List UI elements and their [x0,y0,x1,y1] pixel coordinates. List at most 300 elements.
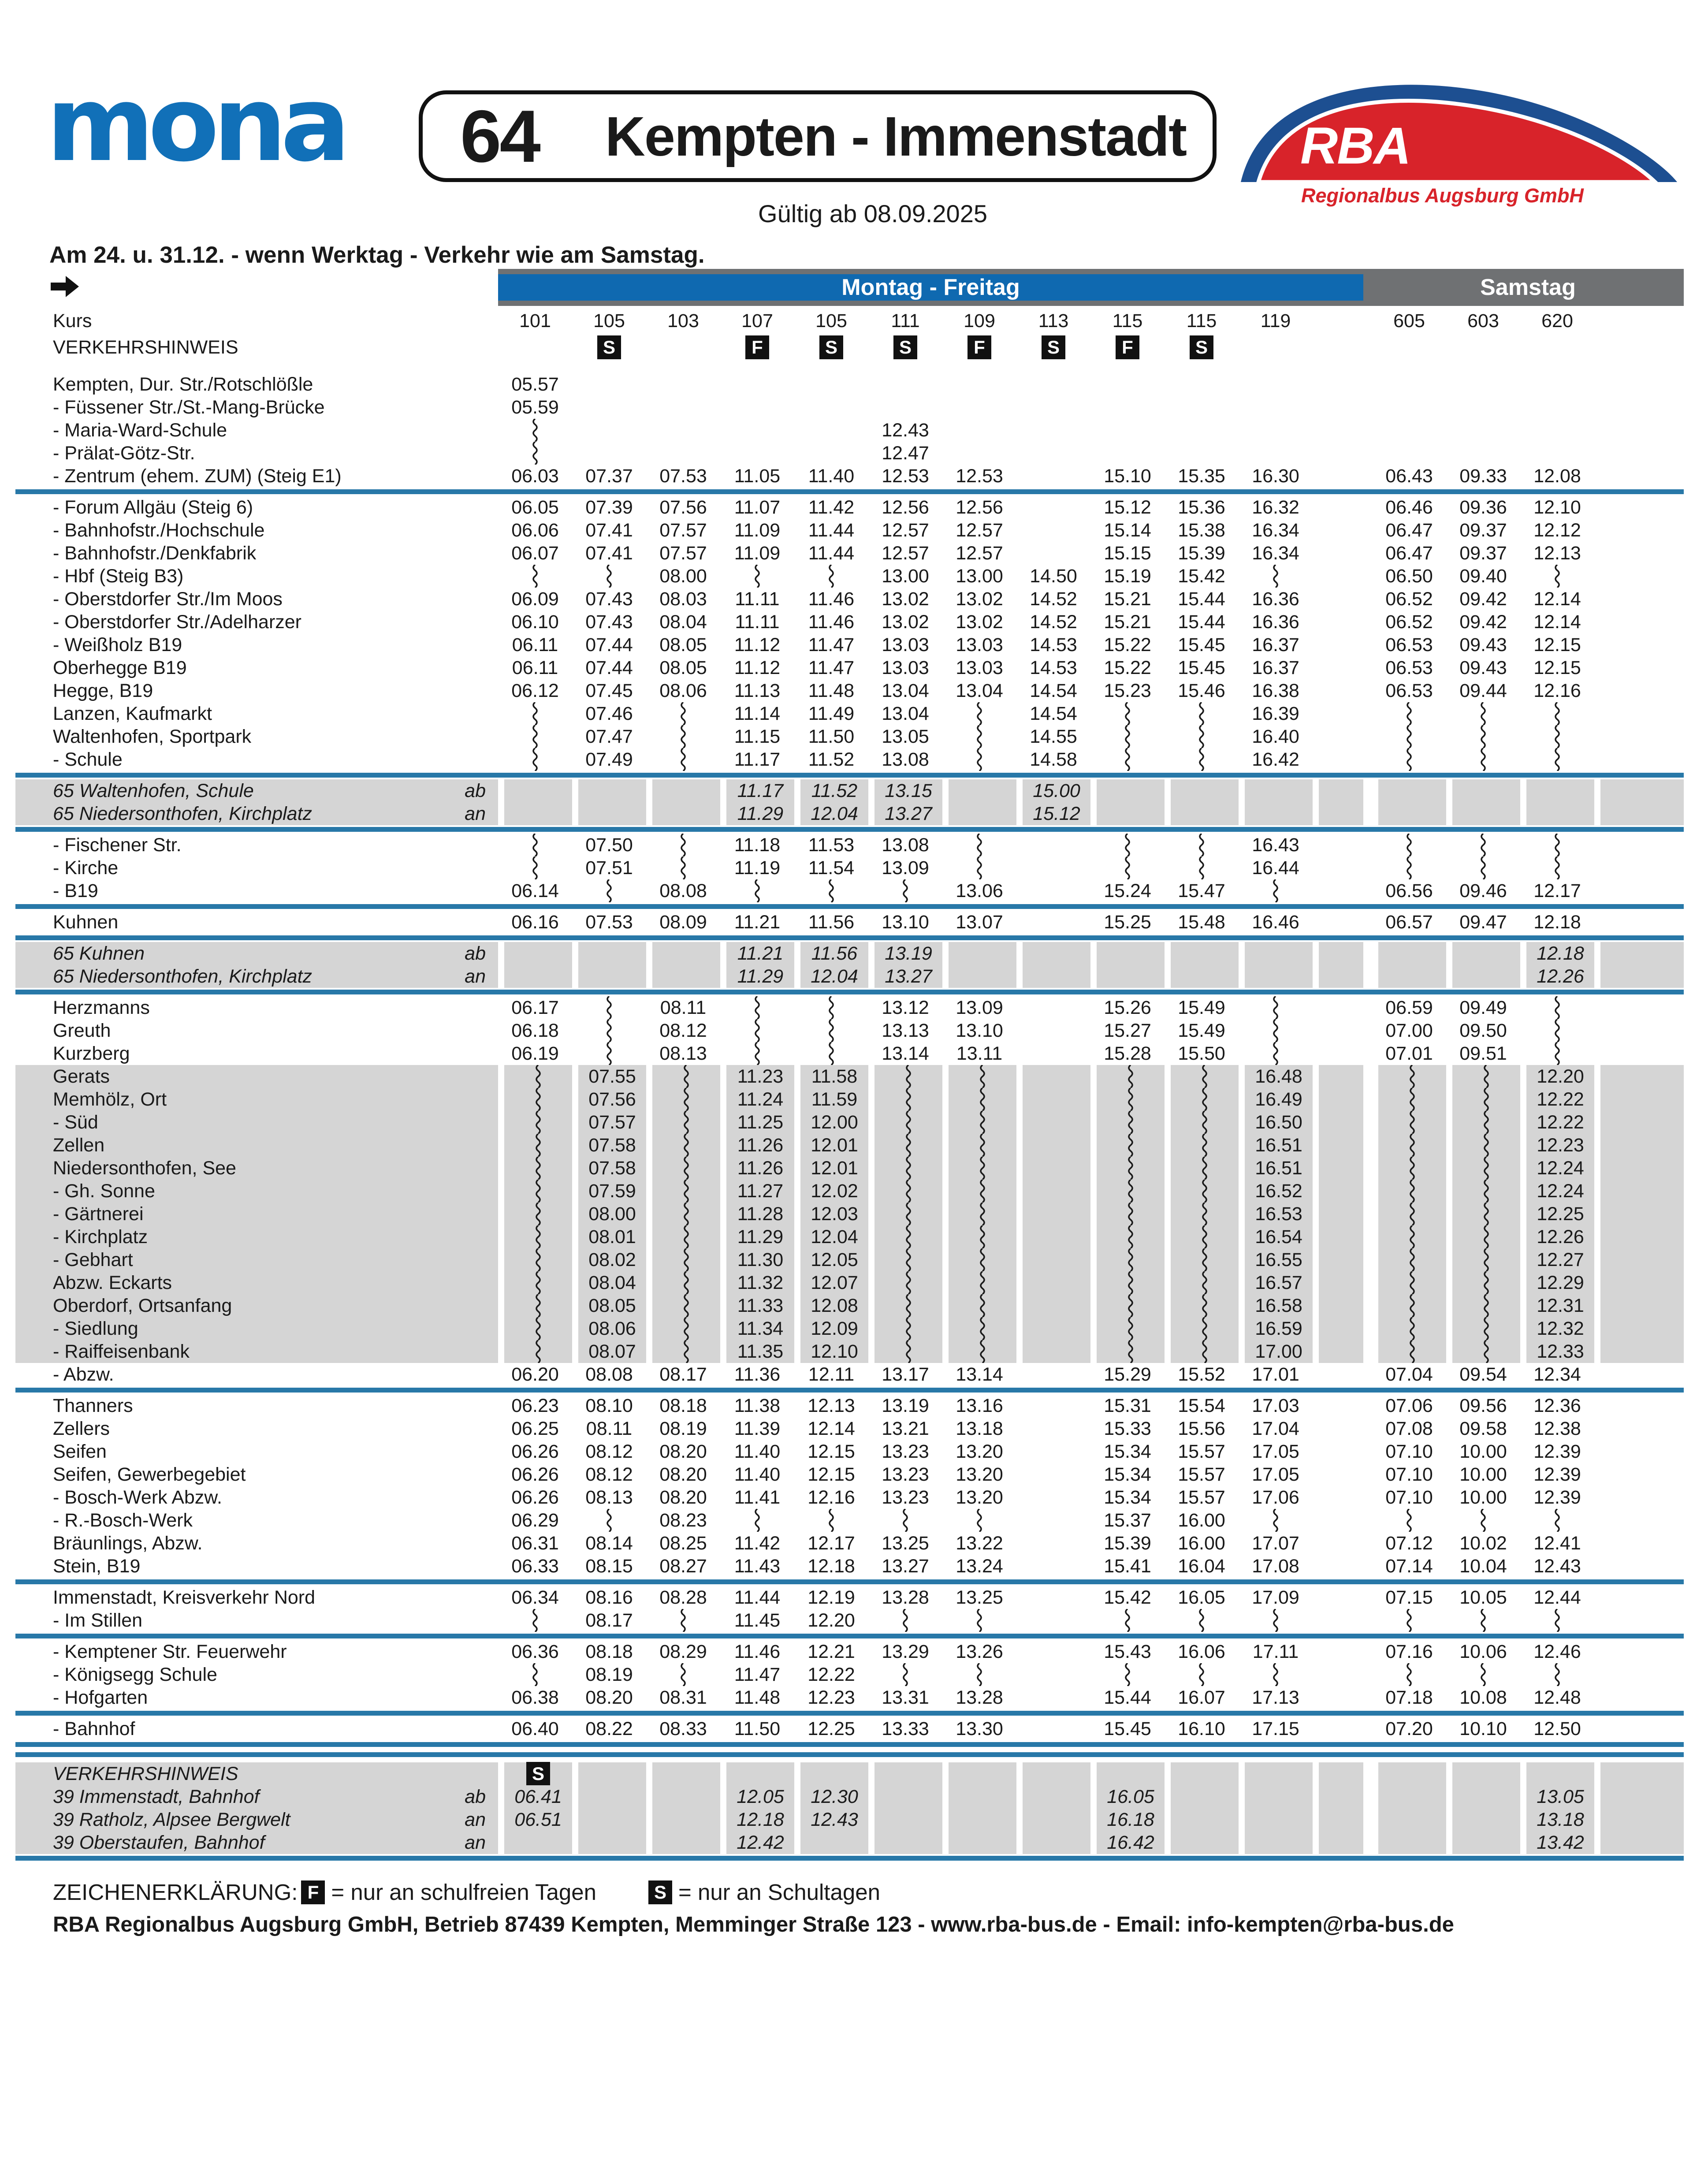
time-cell: 13.03 [882,657,929,678]
time-cell [498,1225,572,1248]
skip-stop-squiggle-icon [678,834,688,856]
time-cell [1372,1317,1446,1340]
time-cell [498,565,572,588]
time-cell: 12.05 [794,1248,868,1271]
time-cell [868,1340,942,1363]
column-spacer [1363,1762,1372,1785]
time-cell: 06.29 [511,1509,559,1531]
skip-stop-squiggle-icon [1552,1609,1562,1632]
skip-stop-squiggle-icon [678,748,688,771]
time-cell [1090,1180,1165,1203]
column-spacer [1594,611,1684,633]
skip-stop-squiggle-icon [1123,725,1132,748]
table-row [15,1532,1684,1555]
skip-stop-squiggle-icon [533,1317,543,1340]
skip-stop-squiggle-icon [1407,1271,1417,1294]
skip-stop-squiggle-icon [1404,748,1414,771]
time-cell: 15.28 [1104,1043,1151,1064]
skip-stop-squiggle-icon [904,1225,913,1248]
time-cell [1165,942,1239,965]
column-spacer [1594,1111,1684,1134]
time-cell: 13.02 [882,588,929,610]
column-spacer [1594,965,1684,988]
time-cell: 12.31 [1520,1294,1594,1317]
time-cell: 16.51 [1239,1134,1313,1157]
skip-stop-squiggle-icon [975,1509,984,1532]
time-cell: 16.57 [1239,1271,1313,1294]
rba-logo [1234,82,1679,185]
time-cell: 111 [891,310,920,331]
column-spacer [1363,702,1372,725]
time-cell [868,1225,942,1248]
time-cell [1090,1088,1165,1111]
time-cell [1520,1509,1594,1532]
time-cell [1372,1785,1446,1808]
time-cell [1090,748,1165,771]
time-cell: 07.55 [572,1065,646,1088]
time-cell: 06.16 [511,911,559,933]
column-spacer [1594,519,1684,542]
time-cell [1446,725,1520,748]
time-cell: 06.18 [511,1020,559,1041]
time-cell: 13.15 [868,779,942,802]
table-row [15,834,1684,856]
column-spacer [1313,748,1363,771]
time-cell [942,1340,1016,1363]
skip-stop-squiggle-icon [978,1134,987,1157]
stop-name: 39 Oberstaufen, Bahnhof an [15,1831,498,1854]
time-cell: 17.01 [1252,1363,1299,1385]
time-cell [646,396,720,419]
time-cell: 11.11 [735,588,780,610]
time-cell [942,1294,1016,1317]
skip-stop-squiggle-icon [1407,1225,1417,1248]
time-cell: 15.57 [1178,1441,1225,1462]
skip-stop-squiggle-icon [530,725,540,748]
time-cell [1520,1019,1594,1042]
skip-stop-squiggle-icon [1123,702,1132,725]
time-cell: 12.18 [807,1555,855,1577]
column-spacer [1363,725,1372,748]
time-cell: 12.15 [1533,657,1581,678]
skip-stop-squiggle-icon [1123,748,1132,771]
time-cell: 10.00 [1459,1486,1507,1508]
time-cell [498,748,572,771]
time-cell [1165,1180,1239,1203]
time-cell [1520,996,1594,1019]
table-row [15,656,1684,679]
skip-stop-squiggle-icon [533,1157,543,1180]
column-spacer [1313,679,1363,702]
time-cell [498,1111,572,1134]
time-cell [646,1831,720,1854]
column-spacer [1363,373,1372,396]
time-cell: 16.46 [1252,911,1299,933]
time-cell: 109 [964,310,995,331]
column-spacer [1313,1417,1363,1440]
skip-stop-squiggle-icon [1126,1111,1135,1134]
column-spacer [1313,1317,1363,1340]
column-spacer [1594,1317,1684,1340]
time-cell [646,1180,720,1203]
time-cell: 12.10 [794,1340,868,1363]
stop-name: Lanzen, Kaufmarkt [53,703,212,724]
time-cell [868,1609,942,1632]
time-cell [868,396,942,419]
time-cell: 11.12 [734,634,781,655]
time-cell [1016,1065,1090,1088]
skip-stop-squiggle-icon [1407,1157,1417,1180]
time-cell [498,942,572,965]
time-cell [942,1248,1016,1271]
time-cell [1090,419,1165,442]
time-cell [646,748,720,771]
time-cell [1239,1019,1313,1042]
time-cell: 10.00 [1459,1441,1507,1462]
time-cell: 12.44 [1533,1586,1581,1608]
stop-name: Zellen [15,1134,498,1157]
time-cell: 11.34 [720,1317,794,1340]
column-spacer [1594,1248,1684,1271]
time-cell: 13.23 [882,1486,929,1508]
time-cell [942,779,1016,802]
time-cell [572,1762,646,1785]
time-cell [942,1762,1016,1785]
skip-stop-squiggle-icon [1126,1203,1135,1225]
time-cell [1372,1157,1446,1180]
skip-stop-squiggle-icon [1123,856,1132,879]
column-spacer [1363,911,1372,934]
column-spacer [1363,1640,1372,1663]
column-spacer [1594,834,1684,856]
time-cell: 16.53 [1239,1203,1313,1225]
mona-logo: mona [46,64,345,185]
skip-stop-squiggle-icon [681,1134,691,1157]
time-cell: 16.00 [1178,1532,1225,1554]
time-cell: 12.13 [1533,542,1581,564]
column-spacer [1313,565,1363,588]
skip-stop-squiggle-icon [904,1340,913,1363]
time-cell [1165,442,1239,465]
time-cell: 15.49 [1178,1020,1225,1041]
column-spacer [1313,1686,1363,1709]
time-cell: 620 [1541,310,1573,331]
time-cell: 16.04 [1178,1555,1225,1577]
time-cell [1016,373,1090,396]
time-cell [1016,856,1090,879]
column-spacer [1313,779,1363,802]
column-spacer [1594,1640,1684,1663]
time-cell: 15.27 [1104,1020,1151,1041]
time-cell [646,1762,720,1785]
column-spacer [1594,1294,1684,1317]
time-cell: 10.05 [1459,1586,1507,1608]
skip-stop-squiggle-icon [1552,1019,1562,1042]
skip-stop-squiggle-icon [533,1271,543,1294]
skip-stop-squiggle-icon [904,1065,913,1088]
time-cell [1165,834,1239,856]
skip-stop-squiggle-icon [530,442,540,465]
time-cell: 11.40 [734,1441,781,1462]
time-cell: 15.33 [1104,1418,1151,1439]
time-cell: 12.08 [794,1294,868,1317]
stop-name: 65 Niedersonthofen, Kirchplatz an [15,965,498,988]
stop-name: Kurzberg [53,1043,130,1064]
time-cell: 06.34 [511,1586,559,1608]
time-cell: 08.13 [585,1486,633,1508]
time-cell [794,396,868,419]
time-cell [1016,465,1090,488]
skip-stop-squiggle-icon [1271,1663,1280,1686]
table-row [15,611,1684,633]
time-cell [1239,396,1313,419]
time-cell: 06.03 [511,465,559,487]
table-row [15,496,1684,519]
table-row [15,879,1684,902]
column-spacer [1594,1663,1684,1686]
table-row [15,1831,1684,1854]
verkehrshinweis-row [15,333,1684,361]
stop-name: - R.-Bosch-Werk [53,1509,193,1531]
skip-stop-squiggle-icon [1407,1340,1417,1363]
time-cell: 07.16 [1385,1641,1433,1662]
time-cell [1165,965,1239,988]
time-cell: 12.43 [794,1808,868,1831]
time-cell [942,1225,1016,1248]
time-cell [1372,1762,1446,1785]
skip-stop-squiggle-icon [1200,1340,1209,1363]
skip-stop-squiggle-icon [1478,834,1488,856]
skip-stop-squiggle-icon [901,1663,910,1686]
time-cell [646,779,720,802]
time-cell [498,779,572,802]
time-cell: 13.02 [956,588,1003,610]
stop-name: Gerats [15,1065,498,1088]
column-spacer [1363,1808,1372,1831]
time-cell [868,1065,942,1088]
column-spacer [1363,1831,1372,1854]
time-cell [868,1785,942,1808]
skip-stop-squiggle-icon [1404,1509,1414,1532]
time-cell [498,442,572,465]
school-days-badge: S [1042,335,1065,359]
stop-name: - Oberstdorfer Str./Im Moos [53,588,283,610]
time-cell: 06.33 [511,1555,559,1577]
time-cell [1090,1134,1165,1157]
time-cell: 06.53 [1385,657,1433,678]
skip-stop-squiggle-icon [904,1088,913,1111]
time-cell [1165,1225,1239,1248]
time-cell [646,373,720,396]
time-cell [1090,942,1165,965]
time-cell: 16.54 [1239,1225,1313,1248]
column-spacer [1313,1111,1363,1134]
column-spacer [1363,419,1372,442]
time-cell [1239,779,1313,802]
column-spacer [1363,1294,1372,1317]
time-cell [942,1509,1016,1532]
column-spacer [1594,1532,1684,1555]
time-cell: 16.06 [1178,1641,1225,1662]
column-spacer [1594,942,1684,965]
time-cell: 16.43 [1252,834,1299,856]
skip-stop-squiggle-icon [1404,834,1414,856]
stop-name: - Zentrum (ehem. ZUM) (Steig E1) [53,465,342,487]
time-cell: 13.25 [882,1532,929,1554]
skip-stop-squiggle-icon [1404,1609,1414,1632]
time-cell [868,879,942,902]
time-cell: 11.39 [734,1418,781,1439]
column-spacer [1313,442,1363,465]
time-cell: 15.23 [1104,680,1151,701]
column-spacer [1363,1248,1372,1271]
skip-stop-squiggle-icon [978,1065,987,1088]
column-spacer [1313,856,1363,879]
skip-stop-squiggle-icon [1200,1294,1209,1317]
time-cell [720,373,794,396]
table-row [15,702,1684,725]
ab-an-label: an [465,1809,486,1830]
time-cell: 11.52 [808,748,855,770]
time-cell: 15.36 [1178,496,1225,518]
time-cell: 12.53 [956,465,1003,487]
school-days-badge: S [1190,335,1213,359]
column-spacer [1594,1509,1684,1532]
column-spacer [1594,725,1684,748]
time-cell [1016,1203,1090,1225]
time-cell [868,1157,942,1180]
time-cell [572,419,646,442]
column-spacer [1363,1532,1372,1555]
time-cell [1016,1111,1090,1134]
skip-stop-squiggle-icon [1197,834,1206,856]
time-cell [1016,834,1090,856]
column-spacer [1313,1042,1363,1065]
time-cell: 16.36 [1252,588,1299,610]
column-spacer [1313,633,1363,656]
time-cell [1016,1808,1090,1831]
column-spacer [1594,496,1684,519]
skip-stop-squiggle-icon [604,1509,614,1532]
time-cell: 11.59 [794,1088,868,1111]
column-spacer [1594,1157,1684,1180]
time-cell [942,442,1016,465]
ab-an-label: ab [465,942,486,964]
time-cell: 13.06 [956,880,1003,901]
time-cell: 16.59 [1239,1317,1313,1340]
time-cell: 15.15 [1104,542,1151,564]
skip-stop-squiggle-icon [1126,1065,1135,1088]
time-cell: 11.21 [720,942,794,965]
time-cell: 12.15 [1533,634,1581,655]
time-cell: 11.29 [720,802,794,825]
time-cell: 13.29 [882,1641,929,1662]
time-cell [942,702,1016,725]
time-cell: 11.12 [734,657,781,678]
time-cell [1165,725,1239,748]
time-cell [1016,965,1090,988]
time-cell [1520,856,1594,879]
time-cell: 11.44 [734,1586,781,1608]
time-cell [1520,1663,1594,1686]
time-cell [1446,419,1520,442]
time-cell [1165,1134,1239,1157]
line-name: Kempten - Immenstadt [605,105,1187,168]
time-cell [498,1157,572,1180]
time-cell: 15.12 [1104,496,1151,518]
time-cell: 09.58 [1459,1418,1507,1439]
skip-stop-squiggle-icon [1126,1271,1135,1294]
time-cell: 06.56 [1385,880,1433,901]
time-cell [942,1785,1016,1808]
stop-name: 65 Waltenhofen, Schule ab [15,779,498,802]
time-cell: 11.24 [720,1088,794,1111]
table-row [15,465,1684,488]
skip-stop-squiggle-icon [1271,565,1280,588]
table-row [15,802,1684,825]
skip-stop-squiggle-icon [1478,1609,1488,1632]
skip-stop-squiggle-icon [533,1088,543,1111]
time-cell [572,1831,646,1854]
time-cell: 15.10 [1104,465,1151,487]
time-cell [1446,1663,1520,1686]
column-spacer [1594,1417,1684,1440]
skip-stop-squiggle-icon [604,565,614,588]
time-cell [1090,1294,1165,1317]
time-cell [1165,1065,1239,1088]
time-cell [646,1317,720,1340]
time-cell: 12.09 [794,1317,868,1340]
time-cell [1239,1509,1313,1532]
time-cell: 13.20 [956,1463,1003,1485]
table-row [15,1317,1684,1340]
time-cell [1520,373,1594,396]
time-cell: 07.44 [585,657,633,678]
column-spacer [1363,396,1372,419]
time-cell [1446,1609,1520,1632]
time-cell: 11.42 [734,1532,781,1554]
time-cell: 13.18 [956,1418,1003,1439]
time-cell [942,1134,1016,1157]
time-cell [1372,802,1446,825]
time-cell [720,1762,794,1785]
time-cell: 13.20 [956,1441,1003,1462]
time-cell [1446,1808,1520,1831]
section-divider [15,827,1684,832]
skip-stop-squiggle-icon [1481,1248,1491,1271]
time-cell [498,1180,572,1203]
column-spacer [1594,1019,1684,1042]
time-cell [1446,333,1520,361]
column-spacer [1594,1042,1684,1065]
time-cell: 12.03 [794,1203,868,1225]
column-spacer [1313,309,1363,333]
table-row [15,1686,1684,1709]
time-cell: 06.09 [511,588,559,610]
table-row [15,1762,1684,1785]
time-cell [1016,496,1090,519]
skip-stop-squiggle-icon [904,1294,913,1317]
school-days-badge: S [597,335,621,359]
column-spacer [1313,1463,1363,1486]
column-spacer [1363,1317,1372,1340]
time-cell: 06.53 [1385,634,1433,655]
skip-stop-squiggle-icon [1407,1088,1417,1111]
time-cell: 13.00 [882,565,929,587]
time-cell [1446,1294,1520,1317]
column-spacer [1313,879,1363,902]
time-cell [1165,1340,1239,1363]
